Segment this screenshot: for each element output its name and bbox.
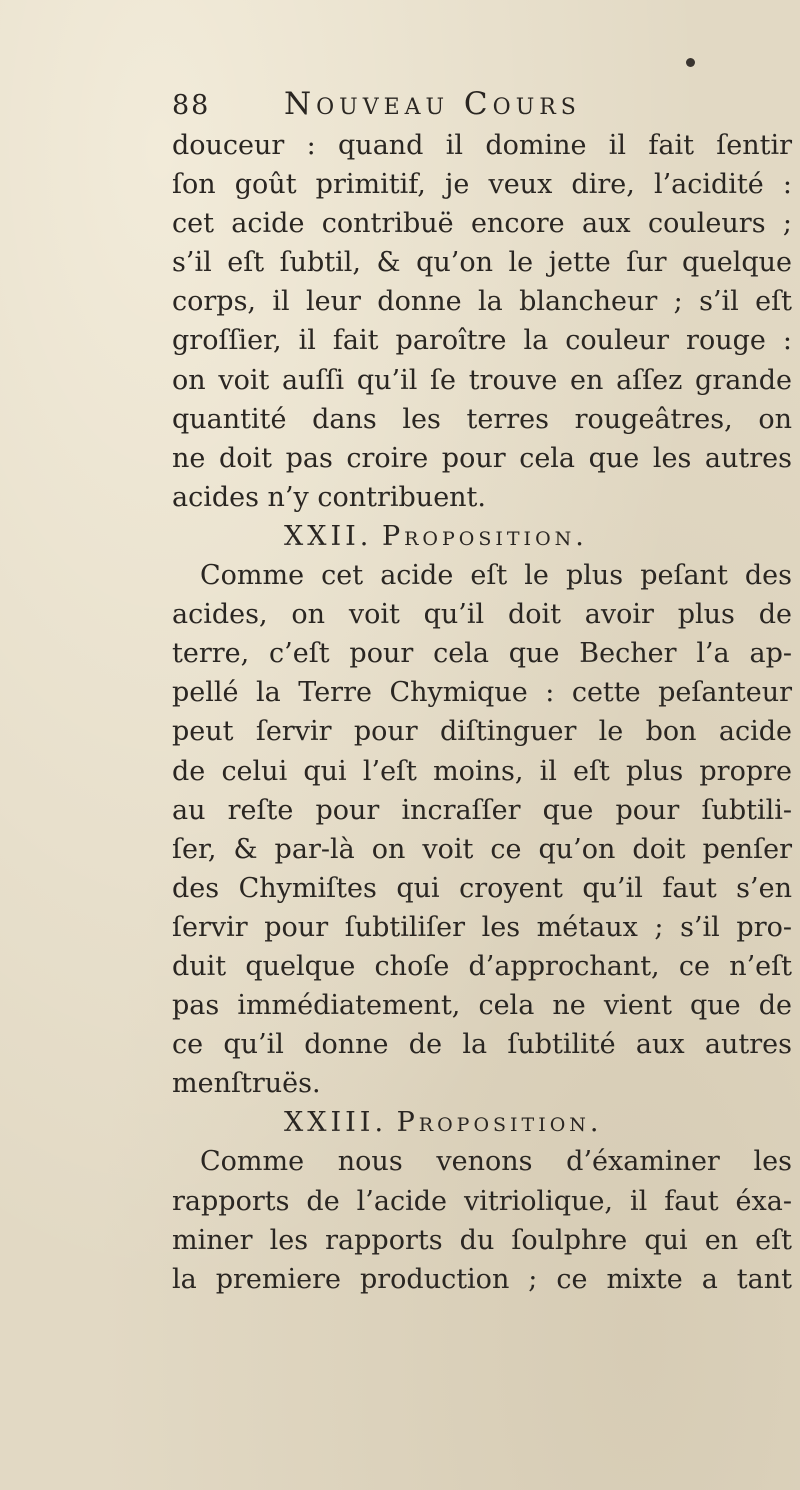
text-line: Comme nous venons d’éxaminer les bbox=[200, 1146, 792, 1178]
ink-spot bbox=[686, 58, 695, 67]
text-line: ne doit pas croire pour cela que les autres bbox=[172, 442, 792, 474]
body-text bbox=[172, 126, 792, 1299]
text-line: acides n’y contribuent. bbox=[172, 481, 486, 513]
text-line: groſſier, il fait paroître la couleur rouge : bbox=[172, 325, 792, 357]
text-line: ſon goût primitif, je veux dire, l’acidité : bbox=[172, 169, 792, 201]
text-line: pellé la Terre Chymique : cette peſanteur bbox=[172, 677, 792, 709]
running-title: Nouveau Cours bbox=[284, 86, 581, 122]
page-number: 88 bbox=[172, 90, 211, 121]
section-number: XXII. bbox=[284, 520, 373, 552]
text-line: Comme cet acide eſt le plus peſant des bbox=[200, 560, 792, 592]
text-line: s’il eſt ſubtil, & qu’on le jette ſur quelque bbox=[172, 247, 792, 279]
text-line: peut ſervir pour diſtinguer le bon acide bbox=[172, 716, 792, 748]
section-word: Proposition. bbox=[381, 520, 588, 552]
text-line: duit quelque choſe d’approchant, ce n’eſt bbox=[172, 950, 792, 982]
section-number: XXIII. bbox=[284, 1107, 388, 1139]
text-line: au reſte pour incraſſer que pour ſubtili- bbox=[172, 794, 792, 826]
section-heading-23 bbox=[172, 1103, 792, 1142]
text-line: corps, il leur donne la blancheur ; s’il eſt bbox=[172, 286, 792, 318]
text-line: quantité dans les terres rougeâtres, on bbox=[172, 403, 792, 435]
text-line: cet acide contribuë encore aux couleurs ; bbox=[172, 208, 792, 240]
text-line: menſtruës. bbox=[172, 1068, 321, 1100]
text-line: de celui qui l’eſt moins, il eſt plus propre bbox=[172, 755, 792, 787]
text-line: pas immédiatement, cela ne vient que de bbox=[172, 990, 792, 1022]
text-line: ſer, & par-là on voit ce qu’on doit penſer bbox=[172, 833, 792, 865]
section-word: Proposition. bbox=[396, 1107, 603, 1139]
text-line: rapports de l’acide vitriolique, il faut éxa- bbox=[172, 1185, 792, 1217]
text-line: miner les rapports du ſoulphre qui en eſt bbox=[172, 1224, 792, 1256]
text-line: la premiere production ; ce mixte a tant bbox=[172, 1263, 792, 1295]
text-line: ſervir pour ſubtiliſer les métaux ; s’il pro- bbox=[172, 911, 792, 943]
text-line: on voit auſſi qu’il ſe trouve en aſſez grande bbox=[172, 364, 792, 396]
text-line: acides, on voit qu’il doit avoir plus de bbox=[172, 599, 792, 631]
section-heading-22 bbox=[172, 517, 792, 556]
text-line: des Chymiſtes qui croyent qu’il faut s’en bbox=[172, 872, 792, 904]
running-head bbox=[172, 86, 732, 122]
text-line: terre, c’eſt pour cela que Becher l’a ap- bbox=[172, 638, 792, 670]
text-line: ce qu’il donne de la ſubtilité aux autres bbox=[172, 1029, 792, 1061]
text-line: douceur : quand il domine il fait ſentir bbox=[172, 130, 792, 161]
